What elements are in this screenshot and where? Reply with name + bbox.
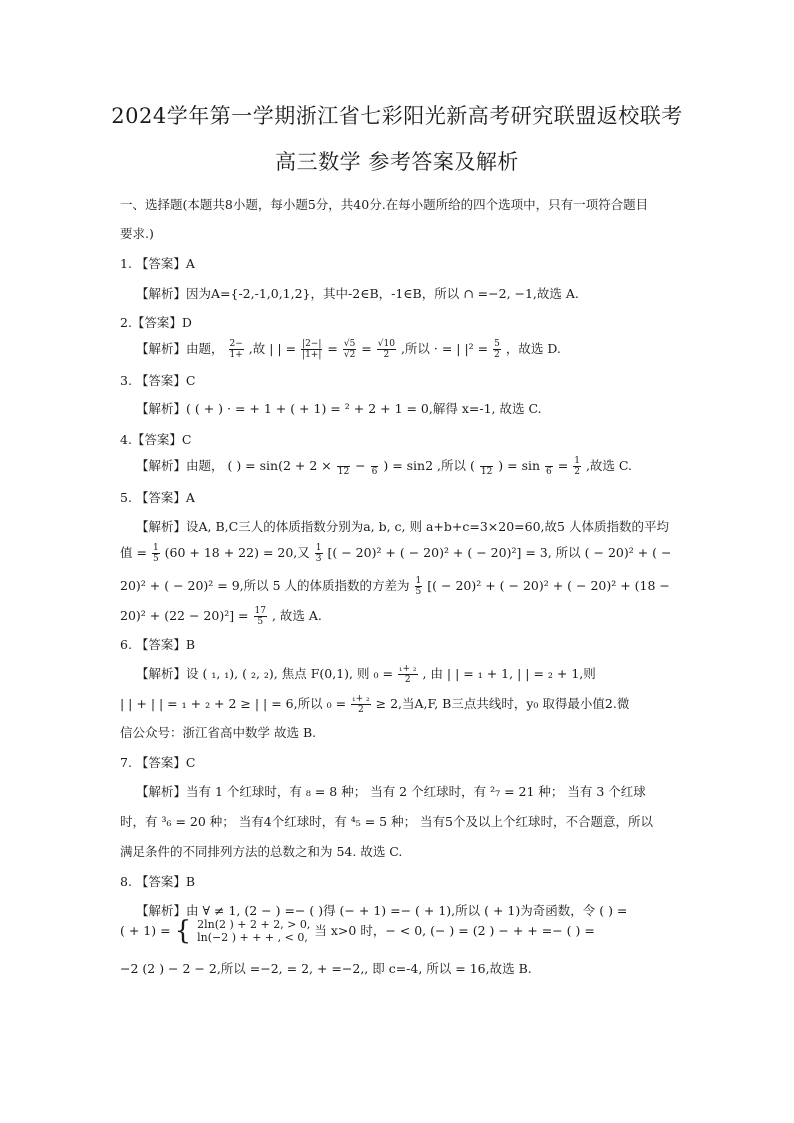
q8-analysis-cont: −2 (2 ) − 2 − 2,所以 =−2, = 2, + =−2,, 即 c=-4, 所以 = 16,故选 B. — [120, 961, 532, 976]
document-title: 2024学年第一学期浙江省七彩阳光新高考研究联盟返校联考 — [111, 104, 683, 128]
q5-l3b: [( − 20)² + ( − 20)² + ( − 20)² + (18 − — [427, 578, 670, 593]
q6-analysis-cont: 信公众号：浙江省高中数学 故选 B. — [120, 725, 317, 740]
q5-l4b: , 故选 A. — [271, 608, 322, 623]
q6-analysis-cont — [120, 694, 629, 715]
q4-fraction — [337, 456, 350, 477]
q2-eq: = — [327, 341, 338, 356]
q2-frac5-den: 2 — [494, 350, 500, 360]
q2-frac2-den: |1+| — [302, 350, 322, 360]
q7-analysis-cont: 满足条件的不同排列方法的总数之和为 54. 故选 C. — [120, 844, 403, 859]
q4-frac2-num — [371, 456, 379, 467]
q5-answer: 5. 【答案】A — [120, 490, 195, 505]
q2-frac1-num: 2− — [229, 339, 243, 349]
q2-prefix: 【解析】由题， — [136, 341, 224, 356]
q4-frac5-num: 1 — [574, 456, 580, 466]
q3-answer: 3. 【答案】C — [120, 373, 196, 388]
q6-l1b: , 由 | | = ₁ + 1, | | = ₂ + 1,则 — [422, 666, 596, 681]
q4-frac2-den: 6 — [371, 467, 378, 477]
q4-answer: 4.【答案】C — [120, 432, 192, 447]
q4-fraction — [545, 456, 553, 477]
q8-l2b: 当 x>0 时，− < 0, (− ) = (2 ) − + + =− ( ) = — [314, 923, 595, 938]
q6-l1a: 【解析】设 ( ₁, ₁), ( ₂, ₂), 焦点 F(0,1), 则 ₀ = — [136, 666, 393, 681]
q2-analysis — [136, 339, 561, 360]
q5-l3f1-den: 5 — [415, 587, 422, 597]
q4-analysis — [136, 456, 632, 477]
q4-frac3-num — [480, 456, 493, 467]
q4-fraction — [371, 456, 379, 477]
q5-l2f2-num: 1 — [315, 543, 322, 553]
q5-l2f1-num: 1 — [152, 543, 159, 553]
q2-fraction — [301, 339, 322, 360]
q6-fraction — [398, 664, 418, 685]
q4-frac1-num — [337, 456, 350, 467]
q2-frac3-num: √5 — [343, 339, 356, 349]
q5-analysis-cont — [120, 543, 671, 564]
q7-answer: 7. 【答案】C — [120, 755, 196, 770]
q2-eq2: = — [361, 341, 372, 356]
q5-l4f1-den: 5 — [257, 617, 264, 627]
q5-l2c: [( − 20)² + ( − 20)² + ( − 20)²] = 3, 所以 ( − 20)² + ( − — [327, 545, 672, 560]
q5-fraction — [415, 576, 423, 597]
q6-l1f1-den: 2 — [404, 675, 411, 685]
q4-frac3-den: 12 — [480, 467, 493, 477]
q6-l1f1-num: ₁+ ₂ — [398, 664, 417, 674]
q6-analysis — [136, 664, 596, 685]
q5-l2f1-den: 5 — [152, 554, 159, 564]
q6-l2b: ≥ 2,当A,F, B三点共线时，y₀ 取得最小值2.微 — [375, 696, 630, 711]
q4-frac4-num — [545, 456, 553, 467]
q4-frac4-den: 6 — [546, 467, 552, 477]
q4-mid3: ) = sin — [498, 458, 541, 473]
q2-fraction — [229, 339, 244, 360]
q8-case1: 2ln(2 ) + 2 + 2, > 0, — [197, 918, 311, 931]
q8-piecewise — [197, 918, 310, 944]
q8-answer: 8. 【答案】B — [120, 874, 196, 889]
q2-answer: 2.【答案】D — [120, 315, 192, 330]
q8-l2a: ( + 1) = — [120, 923, 171, 938]
left-brace-icon: { — [174, 916, 192, 946]
document-subtitle: 高三数学 参考答案及解析 — [275, 150, 519, 174]
q5-l2b: (60 + 18 + 22) = 20,又 — [164, 545, 310, 560]
q2-fraction — [493, 339, 501, 360]
q5-analysis-cont — [120, 606, 322, 627]
q2-frac3-den: √2 — [343, 350, 356, 360]
q2-fraction — [377, 339, 396, 360]
q5-l2f2-den: 3 — [315, 554, 322, 564]
q4-fraction — [480, 456, 493, 477]
q4-prefix: 【解析】由题， ( ) = sin(2 + 2 × — [136, 458, 332, 473]
q4-frac1-den: 12 — [337, 467, 350, 477]
q2-frac1-den: 1+ — [229, 350, 243, 360]
q2-suffix: ，故选 D. — [505, 341, 561, 356]
q5-analysis: 【解析】设A, B,C三人的体质指数分别为a, b, c, 则 a+b+c=3×20=60,故5 人体质指数的平均 — [136, 519, 669, 534]
q4-mid4: = — [557, 458, 569, 473]
q5-l4f1-num: 17 — [254, 606, 266, 616]
q5-l3f1-num: 1 — [415, 576, 422, 586]
q2-frac5-num: 5 — [494, 339, 500, 349]
q4-mid2: ) = sin2 ,所以 ( — [383, 458, 475, 473]
q5-fraction — [152, 543, 160, 564]
q2-mid2: ,所以 · = | |² = — [400, 341, 489, 356]
q7-analysis — [136, 784, 646, 800]
q2-frac4-num: √10 — [377, 339, 395, 349]
q2-frac2-num: |2−| — [302, 339, 322, 349]
section-intro: 一、选择题(本题共8小题，每小题5分，共40分.在每小题所给的四个选项中，只有一项符合题目 — [120, 197, 649, 212]
q5-analysis-cont — [120, 576, 670, 597]
q2-fraction — [343, 339, 356, 360]
q1-analysis: 【解析】因为A={-2,-1,0,1,2}，其中-2∈B，-1∈B，所以 ∩ =−2, −1,故选 A. — [136, 286, 579, 301]
q8-case2: ln(−2 ) + + + , < 0, — [197, 931, 308, 944]
q5-l3a: 20)² + ( − 20)² = 9,所以 5 人的体质指数的方差为 — [120, 578, 410, 593]
q5-l2a: 值 = — [120, 545, 147, 560]
q5-l4a: 20)² + (22 − 20)²] = — [120, 608, 249, 623]
q2-mid1: ,故 | | = — [248, 341, 297, 356]
q4-frac5-den: 2 — [574, 467, 580, 477]
q6-l2f1-den: 2 — [357, 705, 364, 715]
q8-analysis-cont — [120, 918, 595, 944]
q2-frac4-den: 2 — [383, 350, 390, 360]
q4-fraction — [573, 456, 581, 477]
q6-l2a: | | + | | = ₁ + ₂ + 2 ≥ | | = 6,所以 ₀ = — [120, 696, 347, 711]
q8-analysis: 【解析】由 ∀ ≠ 1, (2 − ) =− ( )得 (− + 1) =− ( + 1),所以 ( + 1)为奇函数，令 ( ) = — [136, 903, 628, 918]
q6-fraction — [351, 694, 371, 715]
q7-l1a: 【解析】当有 1 个红球时，有 ₈ = 8 种； 当有 2 个红球时，有 — [136, 784, 487, 799]
q1-answer: 1. 【答案】A — [120, 256, 195, 271]
section-intro-cont: 要求.) — [120, 226, 154, 241]
q3-analysis: 【解析】( ( + ) · = + 1 + ( + 1) = ² + 2 + 1 = 0,解得 x=-1, 故选 C. — [136, 401, 542, 416]
q7-analysis-cont: 时，有 ³₆ = 20 种； 当有4个红球时，有 ⁴₅ = 5 种； 当有5个及以上个红球时，不合题意，所以 — [120, 814, 653, 829]
q7-l1b: ²₇ = 21 种； 当有 3 个红球 — [490, 784, 646, 799]
q6-answer: 6. 【答案】B — [120, 637, 196, 652]
q5-fraction — [254, 606, 267, 627]
q5-fraction — [315, 543, 323, 564]
q4-mid1: − — [355, 458, 366, 473]
q4-suffix: ,故选 C. — [585, 458, 632, 473]
q6-l2f1-num: ₁+ ₂ — [352, 694, 370, 704]
